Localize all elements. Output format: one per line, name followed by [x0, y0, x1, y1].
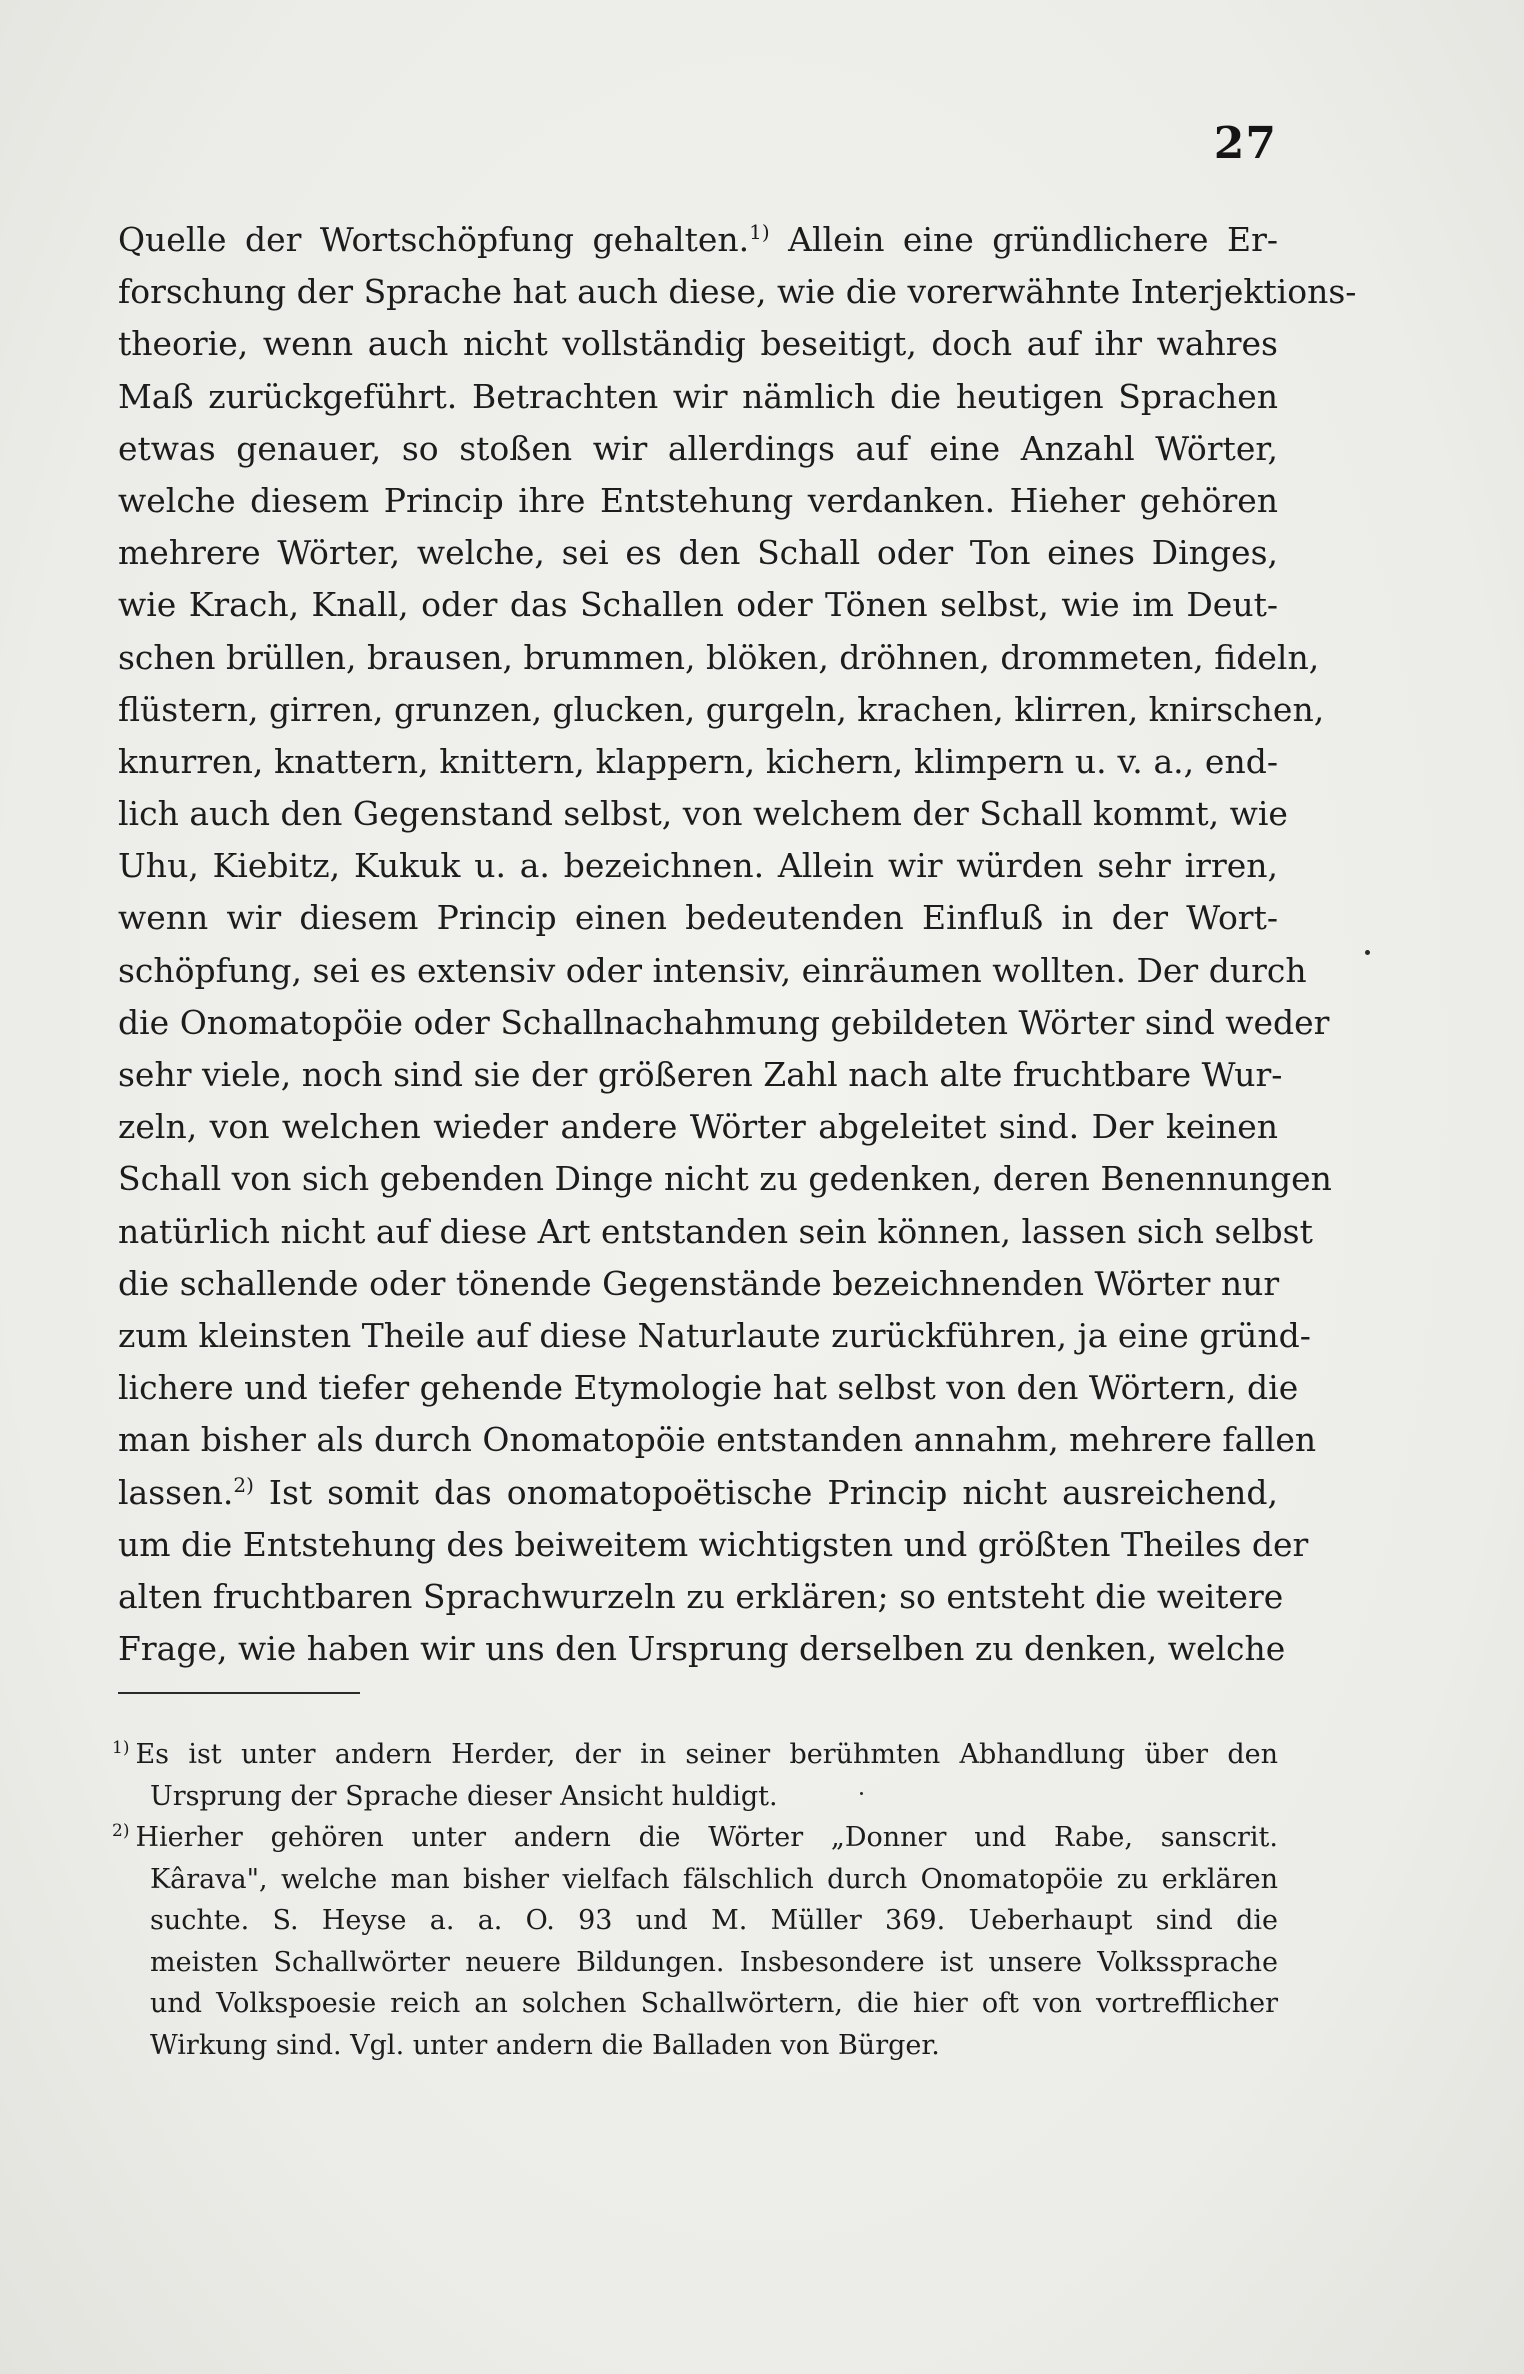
page-number: 27	[1213, 118, 1277, 169]
text-line-17: sehr viele, noch sind sie der größeren Zahl nach alte fruchtbare Wur-	[118, 1055, 1283, 1094]
text-line-4: Maß zurückgeführt. Betrachten wir nämlich die heutigen Sprachen	[118, 376, 1278, 416]
main-text	[118, 214, 1357, 1675]
text-line-5: etwas genauer, so stoßen wir allerdings auf eine Anzahl Wörter,	[118, 428, 1278, 468]
text-line-13: Uhu, Kiebitz, Kukuk u. a. bezeichnen. Allein wir würden sehr irren,	[118, 846, 1278, 886]
text-line-7: mehrere Wörter, welche, sei es den Schall oder Ton eines Dinges,	[118, 533, 1278, 573]
text-line-24: man bisher als durch Onomatopöie entstanden annahm, mehrere fallen	[118, 1420, 1317, 1460]
footnote-2-line-2: Kârava", welche man bisher vielfach fälschlich durch Onomatopöie zu erklären	[150, 1863, 1278, 1895]
text-line-26: um die Entstehung des beiweitem wichtigsten und größten Theiles der	[118, 1524, 1309, 1564]
text-line-23: lichere und tiefer gehende Etymologie hat selbst von den Wörtern, die	[118, 1368, 1299, 1408]
text-line-9: schen brüllen, brausen, brummen, blöken, dröhnen, drommeten, fideln,	[118, 637, 1320, 677]
text-line-1: Quelle der Wortschöpfung gehalten.$^{1)}$ Allein eine gründlichere Er-	[118, 220, 1279, 259]
text-line-6: welche diesem Princip ihre Entstehung verdanken. Hieher gehören	[118, 480, 1278, 520]
footnote-2-line-3: suchte. S. Heyse a. a. O. 93 und M. Müller 369. Ueberhaupt sind die	[150, 1905, 1278, 1936]
text-line-15: schöpfung, sei es extensiv oder intensiv, einräumen wollten. Der durch	[118, 950, 1307, 990]
footnote-1: $^{1)}$ Es ist unter andern Herder, der in seiner berühmten Abhandlung über den	[112, 1738, 1278, 1770]
text-line-22: zum kleinsten Theile auf diese Naturlaute zurückführen, ja eine gründ-	[118, 1315, 1311, 1355]
text-line-16: die Onomatopöie oder Schallnachahmung gebildeten Wörter sind weder	[118, 1002, 1330, 1042]
footnotes	[112, 1734, 1278, 2066]
text-line-2: forschung der Sprache hat auch diese, wie die vorerwähnte Interjektions-	[118, 272, 1357, 312]
text-line-18: zeln, von welchen wieder andere Wörter abgeleitet sind. Der keinen	[118, 1107, 1278, 1147]
text-line-19: Schall von sich gebenden Dinge nicht zu gedenken, deren Benennungen	[118, 1159, 1332, 1199]
text-line-14: wenn wir diesem Princip einen bedeutenden Einfluß in der Wort-	[118, 898, 1278, 938]
text-line-20: natürlich nicht auf diese Art entstanden sein können, lassen sich selbst	[118, 1211, 1313, 1251]
text-line-3: theorie, wenn auch nicht vollständig beseitigt, doch auf ihr wahres	[118, 324, 1278, 364]
footnote-2-line-4: meisten Schallwörter neuere Bildungen. Insbesondere ist unsere Volkssprache	[150, 1946, 1278, 1978]
text-line-12: lich auch den Gegenstand selbst, von welchem der Schall kommt, wie	[118, 794, 1288, 834]
text-line-11: knurren, knattern, knittern, klappern, kichern, klimpern u. v. a., end-	[118, 741, 1278, 781]
footnote-ref-2[interactable]: 2)	[233, 1472, 254, 1497]
footnote-1-mark: 1)	[112, 1738, 130, 1758]
footnote-2-line-5: und Volkspoesie reich an solchen Schallwörtern, die hier oft von vortrefflicher	[150, 1988, 1278, 2019]
text-line-25: lassen.$^{2)}$ Ist somit das onomatopoëtische Princip nicht ausreichend,	[118, 1472, 1278, 1512]
text-line-27: alten fruchtbaren Sprachwurzeln zu erklären; so entsteht die weitere	[118, 1576, 1284, 1616]
text-line-28: Frage, wie haben wir uns den Ursprung derselben zu denken, welche	[118, 1629, 1286, 1669]
footnote-2-line-6: Wirkung sind. Vgl. unter andern die Balladen von Bürger.	[150, 2029, 940, 2061]
footnote-2: $^{2)}$ Hierher gehören unter andern die Wörter „Donner und Rabe, sanscrit.	[112, 1821, 1278, 1853]
print-speck	[860, 1792, 863, 1795]
text-line-21: die schallende oder tönende Gegenstände bezeichnenden Wörter nur	[118, 1263, 1280, 1303]
text-line-8: wie Krach, Knall, oder das Schallen oder Tönen selbst, wie im Deut-	[118, 585, 1278, 625]
footnote-2-mark: 2)	[112, 1821, 130, 1841]
print-speck	[1365, 950, 1370, 955]
footnote-ref-1[interactable]: 1)	[749, 220, 770, 244]
footnote-1-line-2: Ursprung der Sprache dieser Ansicht huldigt.	[150, 1780, 778, 1812]
text-line-10: flüstern, girren, grunzen, glucken, gurgeln, krachen, klirren, knirschen,	[118, 689, 1325, 729]
footnote-separator	[118, 1692, 360, 1694]
